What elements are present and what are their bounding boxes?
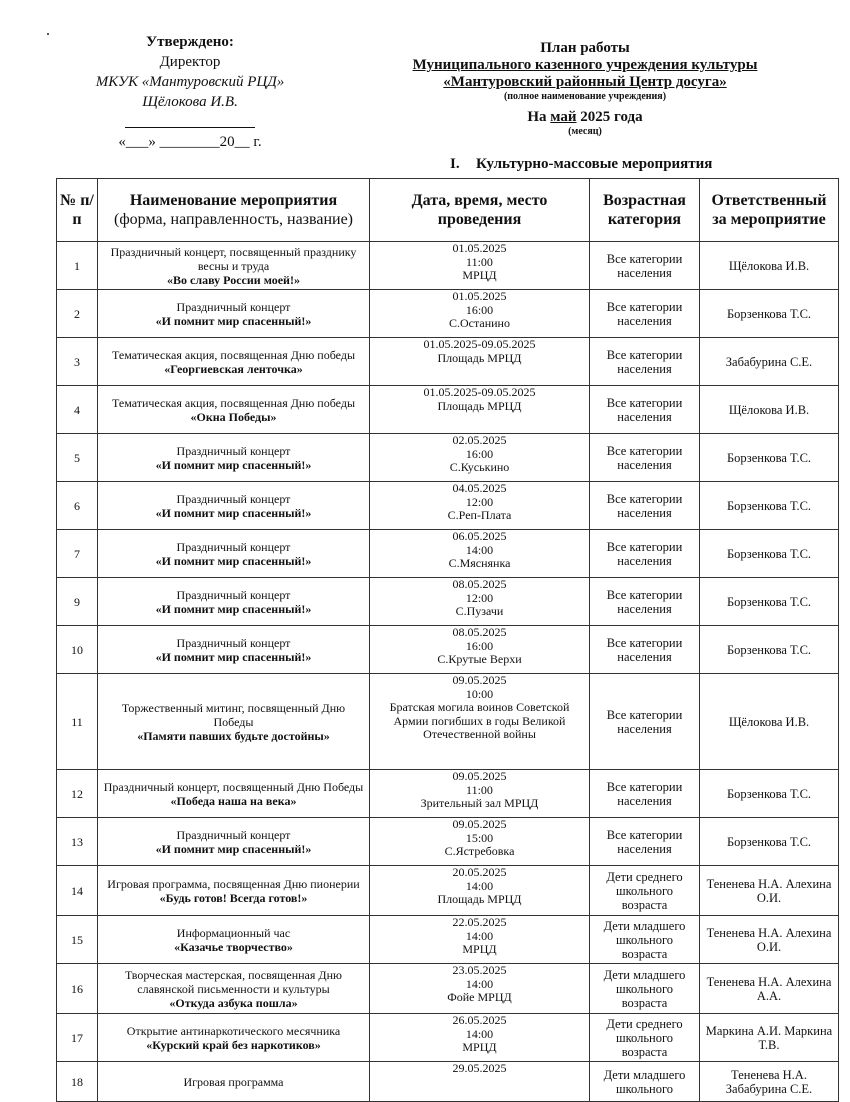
event-description: Творческая мастерская, посвященная Дню славянской письменности и культуры: [125, 967, 342, 996]
responsible-person: Тененева Н.А. Забабурина С.Е.: [700, 1062, 839, 1102]
age-category: Все категории населения: [590, 578, 700, 626]
age-category: Все категории населения: [590, 530, 700, 578]
responsible-person: Маркина А.И. Маркина Т.В.: [700, 1014, 839, 1062]
event-description: Праздничный концерт, посвященный празднику весны и труда: [110, 244, 357, 273]
event-description: Тематическая акция, посвященная Дню победы: [112, 347, 355, 362]
event-title: «Окна Победы»: [190, 409, 277, 424]
header-name-normal: (форма, направленность, название): [113, 211, 353, 228]
age-category: Все категории населения: [590, 482, 700, 530]
event-place: МРЦД: [462, 1040, 497, 1054]
event-date: 01.05.2025: [452, 289, 507, 303]
row-number: 16: [57, 964, 98, 1014]
table-row: [57, 530, 839, 578]
event-date: 08.05.2025: [452, 577, 507, 591]
row-number: 5: [57, 434, 98, 482]
event-place: Площадь МРЦД: [437, 350, 522, 365]
table-row: [57, 338, 839, 386]
event-title: «И помнит мир спасенный!»: [155, 505, 312, 520]
table-row: [57, 242, 839, 290]
event-date-place-cell: [370, 242, 590, 290]
row-number: 10: [57, 626, 98, 674]
event-time: 11:00: [466, 782, 493, 797]
event-date: 09.05.2025: [452, 673, 507, 687]
responsible-person: Борзенкова Т.С.: [700, 578, 839, 626]
event-title: «Во славу России моей!»: [167, 272, 300, 287]
event-name-cell: [98, 674, 370, 770]
section-heading: [450, 156, 712, 173]
table-row: [57, 386, 839, 434]
event-date-place-cell: [370, 964, 590, 1014]
responsible-person: Борзенкова Т.С.: [700, 770, 839, 818]
row-number: 4: [57, 386, 98, 434]
event-description: Праздничный концерт: [176, 299, 291, 314]
event-name-cell: [98, 482, 370, 530]
row-number: 15: [57, 916, 98, 964]
header-name: [98, 179, 370, 242]
event-date: 02.05.2025: [452, 433, 507, 447]
event-date-place-cell: [370, 818, 590, 866]
event-name-cell: [98, 530, 370, 578]
event-name-cell: [98, 1062, 370, 1102]
event-description: Праздничный концерт: [176, 587, 291, 602]
event-date-place-cell: [370, 338, 590, 386]
event-date: 26.05.2025: [452, 1013, 507, 1027]
table-row: [57, 916, 839, 964]
row-number: 6: [57, 482, 98, 530]
event-title: «Казачье творчество»: [174, 939, 293, 954]
section-title: Культурно-массовые мероприятия: [476, 156, 713, 172]
event-place: МРЦД: [462, 268, 497, 282]
event-date: 06.05.2025: [452, 529, 507, 543]
event-name-cell: [98, 770, 370, 818]
table-row: [57, 578, 839, 626]
events-table: [56, 178, 839, 1102]
header-age: Возрастная категория: [590, 179, 700, 242]
age-category: Все категории населения: [590, 338, 700, 386]
event-date-place-cell: [370, 482, 590, 530]
approval-title: Утверждено:: [146, 34, 234, 50]
responsible-person: Борзенкова Т.С.: [700, 434, 839, 482]
responsible-person: Щёлокова И.В.: [700, 674, 839, 770]
table-row: [57, 770, 839, 818]
plan-header: [370, 40, 800, 137]
approval-position: Директор: [159, 54, 221, 70]
event-place: Фойе МРЦД: [447, 990, 512, 1004]
event-time: 10:00: [465, 686, 494, 701]
row-number: 11: [57, 674, 98, 770]
event-date: 23.05.2025: [452, 963, 507, 977]
age-category: Все категории населения: [590, 770, 700, 818]
event-name-cell: [98, 338, 370, 386]
header-resp: Ответственный за мероприятие: [700, 179, 839, 242]
responsible-person: Щёлокова И.В.: [700, 386, 839, 434]
event-description: Тематическая акция, посвященная Дню победы: [112, 395, 355, 410]
age-category: Дети младшего школьного: [590, 1062, 700, 1102]
event-name-cell: [98, 818, 370, 866]
approval-org: МКУК «Мантуровский РЦД»: [95, 74, 285, 90]
age-category: Дети среднего школьного возраста: [590, 866, 700, 916]
row-number: 13: [57, 818, 98, 866]
event-place: С.Пузачи: [455, 604, 504, 618]
event-place: Зрительный зал МРЦД: [420, 796, 539, 810]
period-hint: (месяц): [568, 126, 602, 137]
plan-org-line1: Муниципального казенного учреждения культуры: [412, 57, 758, 73]
event-title: «И помнит мир спасенный!»: [155, 841, 312, 856]
header-num: № п/п: [57, 179, 98, 242]
responsible-person: Борзенкова Т.С.: [700, 482, 839, 530]
responsible-person: Тененева Н.А. Алехина А.А.: [700, 964, 839, 1014]
event-date: 09.05.2025: [452, 769, 507, 783]
age-category: Все категории населения: [590, 290, 700, 338]
event-place: С.Крутые Верхи: [437, 652, 522, 666]
responsible-person: Борзенкова Т.С.: [700, 626, 839, 674]
event-description: Праздничный концерт: [176, 491, 291, 506]
row-number: 2: [57, 290, 98, 338]
event-name-cell: [98, 434, 370, 482]
signature-line: [125, 126, 255, 128]
event-place: Братская могила воинов Советской Армии погибших в годы Великой Отечественной войны: [389, 700, 570, 741]
responsible-person: Тененева Н.А. Алехина О.И.: [700, 866, 839, 916]
event-time: 16:00: [465, 302, 494, 317]
event-time: 11:00: [466, 254, 493, 269]
event-place: С.Мяснянка: [448, 556, 511, 570]
event-date-place-cell: [370, 674, 590, 770]
event-date: 01.05.2025-09.05.2025: [423, 385, 536, 399]
table-row: [57, 1062, 839, 1102]
responsible-person: Борзенкова Т.С.: [700, 818, 839, 866]
row-number: 7: [57, 530, 98, 578]
period-month: май: [550, 109, 577, 125]
event-time: 14:00: [465, 976, 494, 991]
event-description: Праздничный концерт: [176, 539, 291, 554]
table-row: [57, 1014, 839, 1062]
age-category: Все категории населения: [590, 242, 700, 290]
event-time: 14:00: [465, 878, 494, 893]
event-place: Площадь МРЦД: [437, 398, 522, 413]
event-date-place-cell: [370, 530, 590, 578]
plan-org-hint: (полное наименование учреждения): [503, 91, 667, 102]
event-title: «И помнит мир спасенный!»: [155, 313, 312, 328]
event-description: Игровая программа: [183, 1074, 284, 1089]
event-date-place-cell: [370, 866, 590, 916]
period-prefix: На: [527, 109, 547, 125]
event-name-cell: [98, 964, 370, 1014]
event-date: 01.05.2025: [452, 241, 507, 255]
event-description: Праздничный концерт, посвященный Дню Победы: [103, 779, 364, 794]
age-category: Все категории населения: [590, 626, 700, 674]
event-title: «Курский край без наркотиков»: [146, 1037, 321, 1052]
event-name-cell: [98, 386, 370, 434]
table-row: [57, 626, 839, 674]
event-description: Игровая программа, посвященная Дню пионерии: [107, 876, 360, 891]
event-description: Открытие антинаркотического месячника: [126, 1023, 341, 1038]
event-time: 15:00: [465, 830, 494, 845]
table-row: [57, 434, 839, 482]
table-row: [57, 290, 839, 338]
event-date: 29.05.2025: [452, 1061, 507, 1075]
period-suffix: 2025 года: [580, 109, 643, 125]
event-name-cell: [98, 242, 370, 290]
responsible-person: Борзенкова Т.С.: [700, 530, 839, 578]
age-category: Все категории населения: [590, 818, 700, 866]
row-number: 1: [57, 242, 98, 290]
event-description: Праздничный концерт: [176, 827, 291, 842]
event-title: «Победа наша на века»: [170, 793, 297, 808]
responsible-person: Борзенкова Т.С.: [700, 290, 839, 338]
table-row: [57, 866, 839, 916]
age-category: Все категории населения: [590, 434, 700, 482]
event-date: 04.05.2025: [452, 481, 507, 495]
event-name-cell: [98, 626, 370, 674]
event-title: «И помнит мир спасенный!»: [155, 601, 312, 616]
table-row: [57, 674, 839, 770]
event-name-cell: [98, 916, 370, 964]
event-description: Информационный час: [176, 925, 291, 940]
event-description: Торжественный митинг, посвященный Дню Победы: [121, 700, 346, 729]
row-number: 9: [57, 578, 98, 626]
event-time: 14:00: [465, 542, 494, 557]
events-body: [57, 242, 839, 1102]
event-time: 16:00: [465, 638, 494, 653]
event-place: С.Куськино: [449, 460, 510, 474]
event-title: «И помнит мир спасенный!»: [155, 457, 312, 472]
approval-name: Щёлокова И.В.: [142, 94, 238, 110]
event-date: 20.05.2025: [452, 865, 507, 879]
responsible-person: Забабурина С.Е.: [700, 338, 839, 386]
event-name-cell: [98, 1014, 370, 1062]
responsible-person: Тененева Н.А. Алехина О.И.: [700, 916, 839, 964]
event-place: С.Реп-Плата: [447, 508, 512, 522]
event-date-place-cell: [370, 386, 590, 434]
event-title: «Откуда азбука пошла»: [169, 995, 298, 1010]
event-date: 08.05.2025: [452, 625, 507, 639]
age-category: Все категории населения: [590, 386, 700, 434]
event-title: «Будь готов! Всегда готов!»: [159, 890, 308, 905]
age-category: Дети среднего школьного возраста: [590, 1014, 700, 1062]
age-category: Все категории населения: [590, 674, 700, 770]
event-place: МРЦД: [462, 942, 497, 956]
plan-period: [370, 109, 800, 126]
event-date-place-cell: [370, 1014, 590, 1062]
header-date: Дата, время, место проведения: [370, 179, 590, 242]
event-time: 12:00: [465, 494, 494, 509]
event-title: «Памяти павших будьте достойны»: [137, 728, 330, 743]
event-title: «И помнит мир спасенный!»: [155, 649, 312, 664]
row-number: 14: [57, 866, 98, 916]
event-date-place-cell: [370, 770, 590, 818]
approval-date: «___» ________20__ г.: [118, 134, 262, 150]
event-date-place-cell: [370, 434, 590, 482]
event-date: 22.05.2025: [452, 915, 507, 929]
table-row: [57, 964, 839, 1014]
event-date-place-cell: [370, 578, 590, 626]
event-name-cell: [98, 578, 370, 626]
row-number: 17: [57, 1014, 98, 1062]
plan-title: План работы: [540, 40, 630, 56]
event-title: «И помнит мир спасенный!»: [155, 553, 312, 568]
event-date: 09.05.2025: [452, 817, 507, 831]
event-time: 14:00: [465, 1026, 494, 1041]
age-category: Дети младшего школьного возраста: [590, 964, 700, 1014]
event-date-place-cell: [370, 626, 590, 674]
event-date-place-cell: [370, 290, 590, 338]
approval-block: [60, 32, 320, 152]
table-row: [57, 482, 839, 530]
row-number: 12: [57, 770, 98, 818]
event-time: 14:00: [465, 928, 494, 943]
plan-org-line2: «Мантуровский районный Центр досуга»: [443, 74, 727, 90]
event-date: 01.05.2025-09.05.2025: [423, 337, 536, 351]
event-date-place-cell: [370, 916, 590, 964]
responsible-person: Щёлокова И.В.: [700, 242, 839, 290]
scan-speck: [47, 33, 49, 35]
event-title: «Георгиевская ленточка»: [164, 361, 303, 376]
age-category: Дети младшего школьного возраста: [590, 916, 700, 964]
event-name-cell: [98, 290, 370, 338]
table-header-row: [57, 179, 839, 242]
event-description: Праздничный концерт: [176, 443, 291, 458]
section-number: I.: [450, 156, 460, 172]
row-number: 18: [57, 1062, 98, 1102]
table-row: [57, 818, 839, 866]
event-place: Площадь МРЦД: [437, 892, 522, 906]
event-place: С.Останино: [449, 316, 510, 330]
row-number: 3: [57, 338, 98, 386]
event-time: 12:00: [465, 590, 494, 605]
event-description: Праздничный концерт: [176, 635, 291, 650]
header-name-bold: Наименование мероприятия: [129, 192, 338, 209]
event-date-place-cell: [370, 1062, 590, 1102]
event-time: 16:00: [465, 446, 494, 461]
event-place: С.Ястребовка: [444, 844, 515, 858]
event-name-cell: [98, 866, 370, 916]
